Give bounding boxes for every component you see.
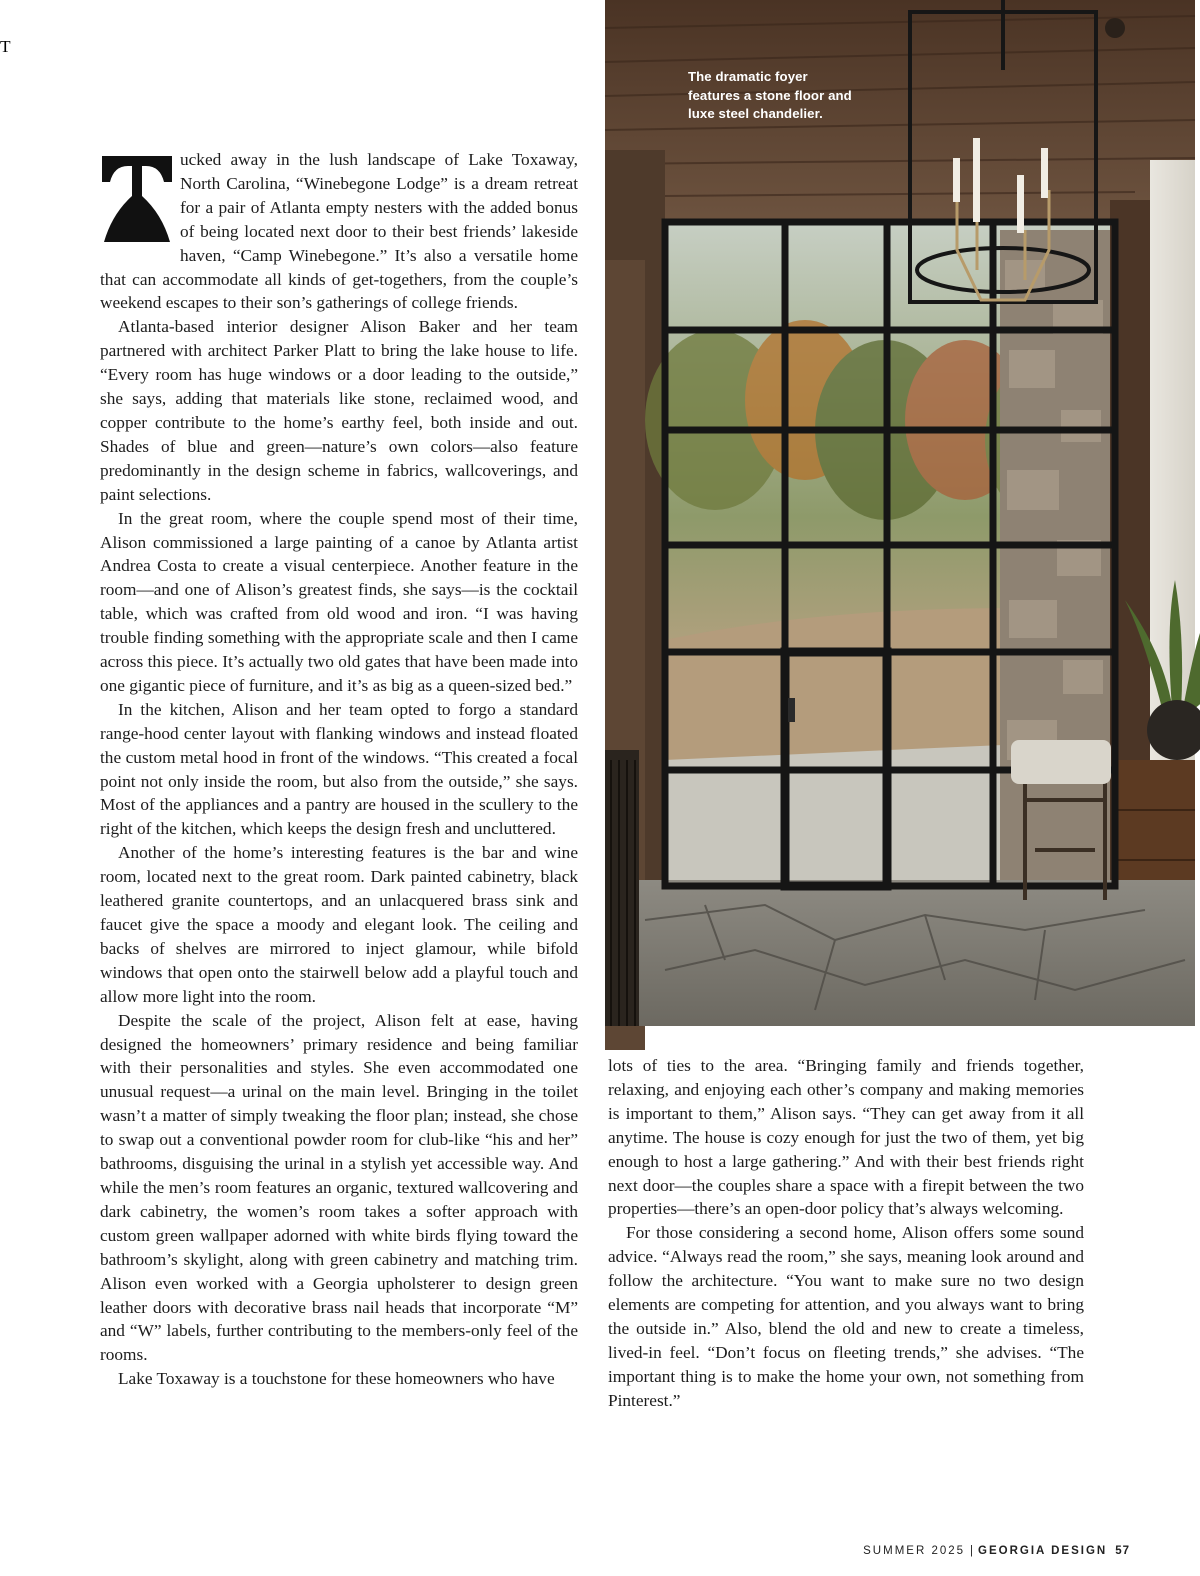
drop-cap-glyph bbox=[0, 37, 174, 244]
footer-magazine-name: GEORGIA DESIGN bbox=[978, 1545, 1108, 1557]
article-paragraph bbox=[0, 37, 578, 315]
page-footer bbox=[863, 1545, 1130, 1557]
drop-cap-letter: T bbox=[0, 37, 11, 56]
article-column-right bbox=[608, 1054, 1084, 1413]
article-paragraph: Another of the home’s interesting features is the bar and wine room, located next to the great room. Dark painted cabinetry, black leathered granite countertops, and an unlacquered brass sink and faucet give the space a moody and elegant look. The ceiling and backs of shelves are mirrored to inject glamour, while bifold windows that open onto the stairwell below add a playful touch and allow more light into the room. bbox=[100, 843, 578, 1006]
footer-issue: SUMMER 2025 bbox=[863, 1545, 966, 1557]
article-paragraph: lots of ties to the area. “Bringing family and friends together, relaxing, and enjoying each other’s company and making memories is important to them,” Alison says. “They can get away from it all anytime. The house is cozy enough for just the two of them, yet big enough to host a large gathering.” And with their best friends right next door—the couples share a space with a firepit between the two properties—there’s an open-door policy that’s always welcoming. bbox=[608, 1056, 1084, 1219]
drop-cap bbox=[0, 37, 174, 244]
article-paragraph: In the kitchen, Alison and her team opted to forgo a standard range-hood center layout with flanking windows and instead floated the custom metal hood in front of the windows. “This created a focal point not only inside the room, but also from the outside,” she says. Most of the appliances and a pantry are housed in the scullery to the right of the kitchen, which keeps the design fresh and uncluttered. bbox=[100, 699, 578, 839]
footer-separator: | bbox=[970, 1545, 974, 1557]
caption-line: The dramatic foyer bbox=[688, 69, 808, 84]
article-paragraph: Atlanta-based interior designer Alison Baker and her team partnered with architect Parker Platt to bring the lake house to life. “Every room has huge windows or a door leading to the outside,” she says, adding that materials like stone, reclaimed wood, and copper contribute to the home’s earthy feel, both inside and out. Shades of blue and green—nature’s own colors—also feature predominantly in the design scheme in fabrics, wallcoverings, and paint selections. bbox=[100, 317, 578, 504]
foyer-photo bbox=[605, 0, 1195, 1026]
article-paragraph: Despite the scale of the project, Alison felt at ease, having designed the homeowners’ primary residence and being familiar with their personalities and styles. She even accommodated one unusual request—a urinal on the main level. Bringing in the toilet wasn’t a matter of simply tweaking the floor plan; instead, she chose to swap out a conventional powder room for club-like “his and her” bathrooms, disguising the urinal in a stylish yet accessible way. And while the men’s room features an organic, textured wallcovering and dark cabinetry, the women’s room takes a softer approach with custom green wallpaper adorned with white birds flying toward the bathroom’s skylight, along with green cabinetry and matching trim. Alison even worked with a Georgia upholsterer to design green leather doors with decorative brass nail heads that incorporate “M” and “W” labels, further contributing to the members-only feel of the rooms. bbox=[100, 1010, 578, 1365]
caption-line: luxe steel chandelier. bbox=[688, 106, 823, 122]
photo-caption bbox=[688, 68, 888, 124]
paragraph-text: ucked away in the lush landscape of Lake Toxaway, North Carolina, “Winebegone Lodge” is a dream retreat for a pair of Atlanta empty nesters with the added bonus of being located next door to their best friends’ lakeside haven, “Camp Winebegone.” It’s also a versatile home that can accommodate all kinds of get-togethers, from the couple’s weekend escapes to their son’s gatherings of college friends. bbox=[100, 150, 578, 313]
page-number: 57 bbox=[1115, 1545, 1130, 1557]
article-column-left bbox=[0, 37, 578, 1391]
caption-line: features a stone floor and bbox=[688, 87, 852, 103]
article-paragraph: Lake Toxaway is a touchstone for these homeowners who have bbox=[118, 1369, 555, 1389]
article-paragraph: In the great room, where the couple spend most of their time, Alison commissioned a large painting of a canoe by Atlanta artist Andrea Costa to create a visual centerpiece. Another feature in the room—and one of Alison’s greatest finds, she says—is the cocktail table, which was crafted from old wood and iron. “I was having trouble finding something with the appropriate scale and then I came across this piece. It’s actually two old gates that have been made into one gigantic piece of furniture, and it’s as big as a queen-sized bed.” bbox=[100, 508, 578, 695]
article-paragraph: For those considering a second home, Alison offers some sound advice. “Always read the room,” she says, meaning look around and follow the architecture. “You want to make sure no two design elements are competing for attention, and you always want to bring the outside in.” Also, blend the old and new to create a timeless, lived-in feel. “Don’t focus on fleeting trends,” she advises. “The important thing is to make the home your own, not something from Pinterest.” bbox=[608, 1223, 1084, 1410]
